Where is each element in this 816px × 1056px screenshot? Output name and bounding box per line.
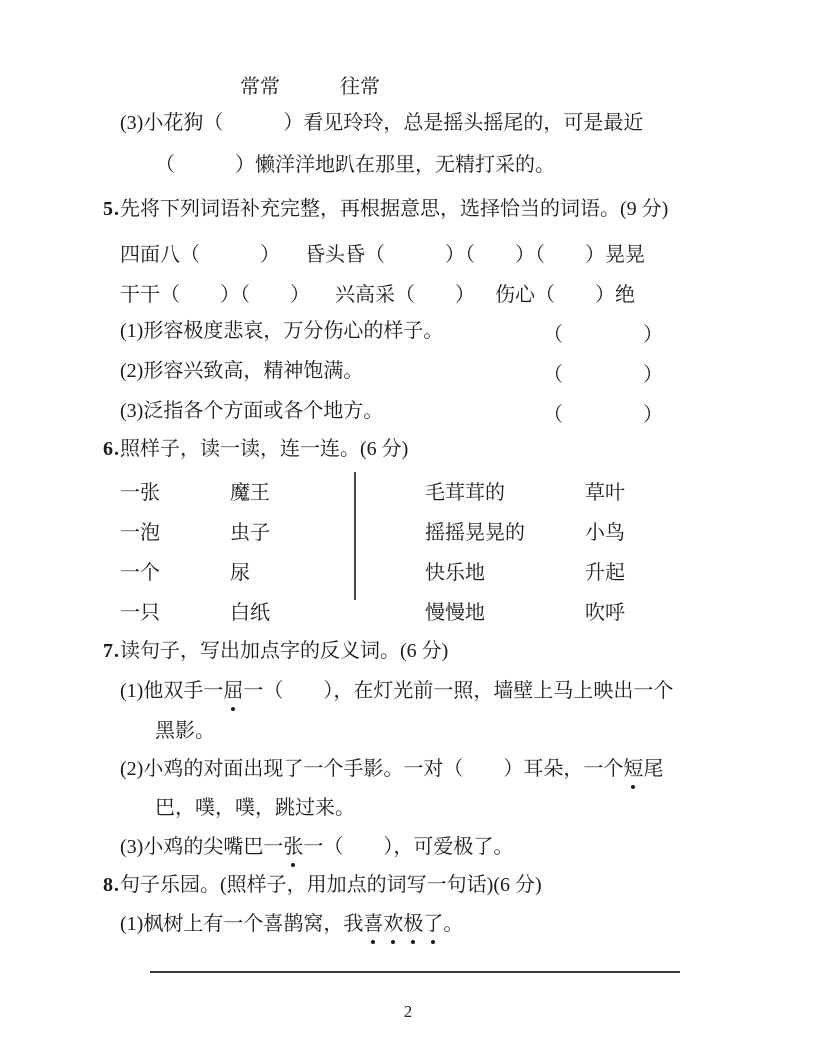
matching-row	[0, 516, 816, 544]
matching-cell: 一泡	[120, 522, 160, 544]
sentence-text: 尾	[643, 758, 664, 780]
matching-cell: 草叶	[585, 482, 625, 504]
sentence-text: (1)他双手一	[120, 680, 224, 702]
matching-row	[0, 476, 816, 504]
matching-row	[0, 556, 816, 584]
matching-cell: 小鸟	[585, 522, 625, 544]
question-8-header	[103, 872, 542, 898]
matching-cell: 一张	[120, 482, 160, 504]
question-8-number: 8.	[103, 874, 120, 896]
question-4-item-3-line-2: （ ）懒洋洋地趴在那里，无精打采的。	[155, 154, 555, 176]
answer-blank: （ ）	[543, 364, 663, 386]
page-number: 2	[403, 1002, 413, 1021]
matching-cell: 摇摇晃晃的	[425, 522, 525, 544]
word-bank-word-2: 往常	[340, 76, 380, 98]
sentence-text: 。	[443, 913, 464, 935]
question-7-title: 读句子，写出加点字的反义词。(6 分)	[120, 640, 449, 662]
question-5-definition-1: (1)形容极度悲哀，万分伤心的样子。	[120, 320, 444, 342]
answer-blank: （ ）	[543, 404, 663, 426]
question-5-title: 先将下列词语补充完整，再根据意思，选择恰当的词语。(9 分)	[120, 198, 669, 220]
dotted-character: 屈	[223, 680, 244, 702]
fill-blank-cell: 兴高采（ ）	[335, 284, 475, 306]
fill-blank-cell: 四面八（ ）	[120, 244, 280, 266]
question-7-number: 7.	[103, 640, 120, 662]
matching-cell: 虫子	[230, 522, 270, 544]
dotted-character: 短	[623, 758, 644, 780]
matching-cell: 尿	[230, 562, 250, 584]
question-7-item-1-continuation: 黑影。	[155, 720, 215, 742]
fill-blank-cell: 伤心（ ）绝	[495, 284, 635, 306]
matching-cell: 一只	[120, 602, 160, 624]
question-8-item-1	[120, 911, 463, 937]
matching-cell: 快乐地	[425, 562, 485, 584]
question-8-title: 句子乐园。(照样子，用加点的词写一句话)(6 分)	[120, 874, 542, 896]
sentence-text: (2)小鸡的对面出现了一个手影。一对（ ）耳朵，一个	[120, 758, 624, 780]
question-6-number: 6.	[103, 438, 120, 460]
question-5-header	[103, 196, 668, 222]
question-5-definition-2: (2)形容兴致高，精神饱满。	[120, 360, 364, 382]
matching-cell: 白纸	[230, 602, 270, 624]
question-6-header	[103, 436, 408, 462]
matching-cell: 升起	[585, 562, 625, 584]
question-5-fill-row-1	[0, 238, 816, 266]
question-7-item-1	[120, 678, 673, 704]
matching-cell: 慢慢地	[425, 602, 485, 624]
word-bank-word-1: 常常	[240, 76, 280, 98]
sentence-text: (1)枫树上有一个喜鹊窝，我	[120, 913, 364, 935]
question-7-header	[103, 638, 448, 664]
question-4-item-3-line-1: (3)小花狗（ ）看见玲玲，总是摇头摇尾的，可是最近	[120, 112, 644, 134]
question-5-number: 5.	[103, 198, 120, 220]
sentence-text: 一（ ），可爱极了。	[303, 836, 514, 858]
matching-row	[0, 596, 816, 624]
question-5-fill-row-2	[0, 278, 816, 306]
matching-cell: 一个	[120, 562, 160, 584]
fill-blank-cell: 干干（ ）（ ）	[120, 284, 310, 306]
dotted-phrase: 喜欢极了	[363, 913, 444, 935]
question-5-definition-3: (3)泛指各个方面或各个地方。	[120, 400, 384, 422]
answer-writing-line	[150, 971, 680, 973]
question-6-title: 照样子，读一读，连一连。(6 分)	[120, 438, 409, 460]
matching-cell: 魔王	[230, 482, 270, 504]
question-7-item-2-continuation: 巴，噗，噗，跳过来。	[155, 797, 355, 819]
matching-divider-line	[354, 472, 356, 600]
sentence-text: 一（ ），在灯光前一照，墙壁上马上映出一个	[243, 680, 674, 702]
fill-blank-cell: （ ）（ ）晃晃	[455, 244, 645, 266]
matching-cell: 吹呼	[585, 602, 625, 624]
fill-blank-cell: 昏头昏（ ）	[305, 244, 465, 266]
question-7-item-3	[120, 834, 513, 860]
dotted-character: 张	[283, 836, 304, 858]
answer-blank: （ ）	[543, 324, 663, 346]
matching-cell: 毛茸茸的	[425, 482, 505, 504]
question-7-item-2	[120, 756, 663, 782]
sentence-text: (3)小鸡的尖嘴巴一	[120, 836, 284, 858]
